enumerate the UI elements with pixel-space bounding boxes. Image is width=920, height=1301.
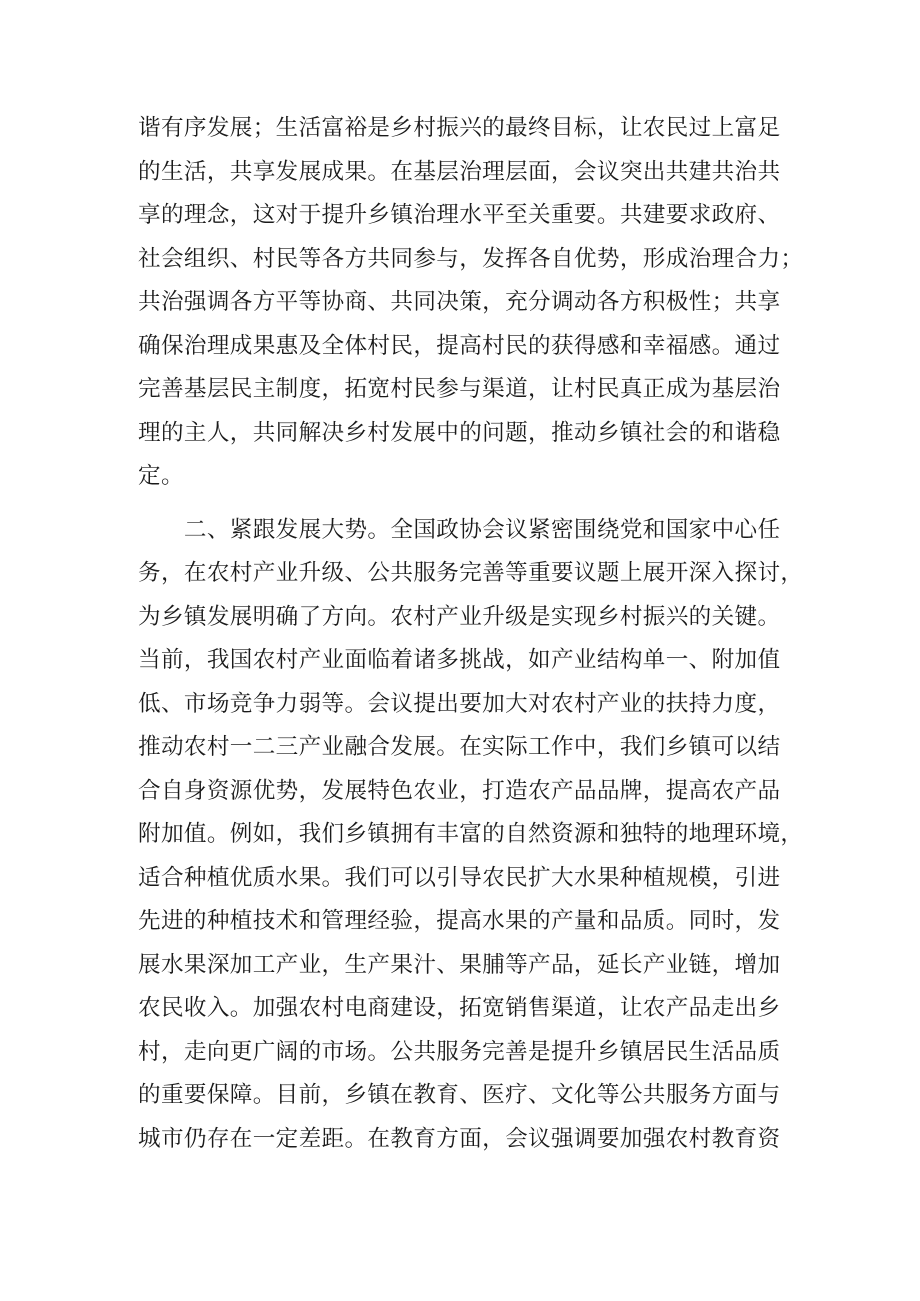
paragraph-1 [138, 107, 804, 499]
text-line: 农民收入。加强农村电商建设，拓宽销售渠道，让农产品走出乡 [138, 995, 781, 1021]
paragraph-2 [138, 509, 804, 1162]
text-line: 定。 [138, 463, 184, 489]
paragraph-gap [138, 499, 798, 509]
text-line: 展水果深加工产业，生产果汁、果脯等产品，延长产业链，增加 [138, 951, 781, 978]
text-line: 适合种植优质水果。我们可以引导农民扩大水果种植规模，引进 [138, 864, 781, 891]
text-line: 先进的种植技术和管理经验，提高水果的产量和品质。同时，发 [138, 908, 781, 934]
text-line: 为乡镇发展明确了方向。农村产业升级是实现乡村振兴的关键。 [138, 603, 781, 630]
text-line: 谐有序发展；生活富裕是乡村振兴的最终目标，让农民过上富足 [138, 115, 781, 141]
text-line: 二、紧跟发展大势。全国政协会议紧密围绕党和国家中心任 [138, 516, 781, 543]
text-line: 村，走向更广阔的市场。公共服务完善是提升乡镇居民生活品质 [138, 1038, 781, 1065]
text-line: 的生活，共享发展成果。在基层治理层面，会议突出共建共治共 [138, 158, 781, 185]
text-line: 附加值。例如，我们乡镇拥有丰富的自然资源和独特的地理环境， [138, 821, 804, 847]
text-line: 的重要保障。目前，乡镇在教育、医疗、文化等公共服务方面与 [138, 1082, 781, 1108]
text-line: 合自身资源优势，发展特色农业，打造农产品品牌，提高农产品 [138, 777, 781, 804]
text-line: 城市仍存在一定差距。在教育方面，会议强调要加强农村教育资 [138, 1125, 781, 1152]
text-line: 共治强调各方平等协商、共同决策，充分调动各方积极性；共享 [138, 289, 781, 315]
document-body [138, 107, 804, 1161]
text-line: 低、市场竞争力弱等。会议提出要加大对农村产业的扶持力度， [138, 690, 781, 717]
text-line: 社会组织、村民等各方共同参与，发挥各自优势，形成治理合力； [138, 245, 804, 272]
text-line: 推动农村一二三产业融合发展。在实际工作中，我们乡镇可以结 [138, 734, 781, 760]
text-line: 完善基层民主制度，拓宽村民参与渠道，让村民真正成为基层治 [138, 376, 781, 402]
text-line: 当前，我国农村产业面临着诸多挑战，如产业结构单一、附加值 [138, 647, 781, 673]
text-line: 确保治理成果惠及全体村民，提高村民的获得感和幸福感。通过 [138, 332, 781, 359]
text-line: 理的主人，共同解决乡村发展中的问题，推动乡镇社会的和谐稳 [138, 419, 781, 446]
text-line: 务，在农村产业升级、公共服务完善等重要议题上展开深入探讨， [138, 560, 804, 586]
text-line: 享的理念，这对于提升乡镇治理水平至关重要。共建要求政府、 [138, 202, 781, 228]
